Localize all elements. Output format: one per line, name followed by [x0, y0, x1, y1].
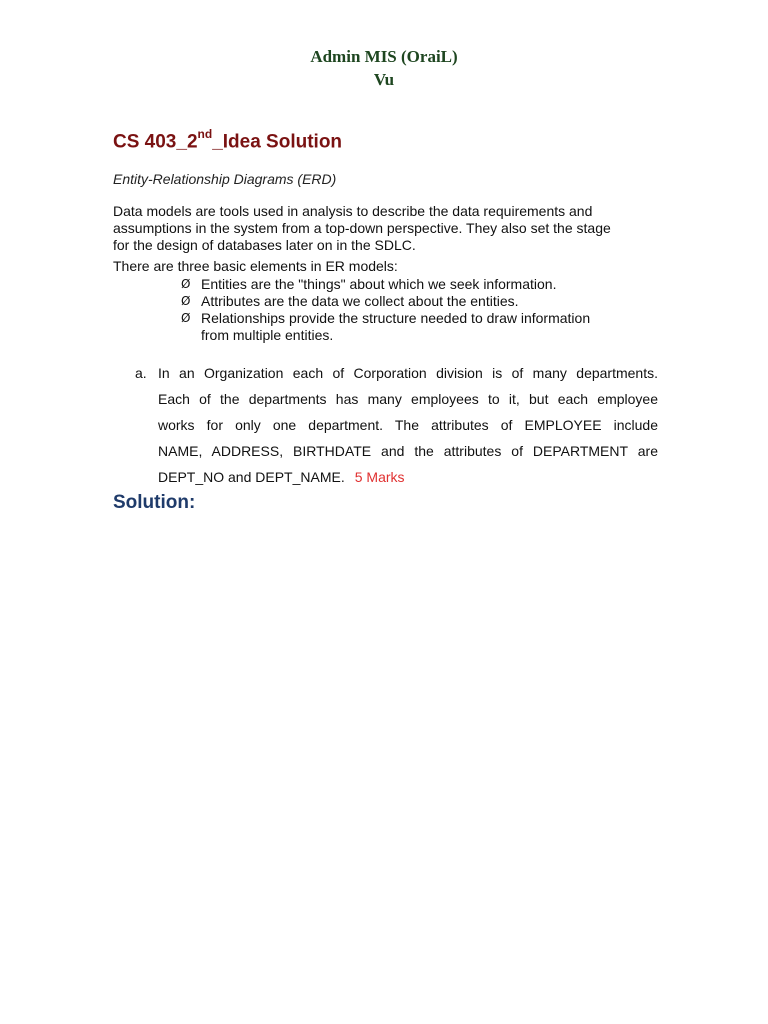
intro-paragraph [113, 203, 658, 254]
bullet-text: Relationships provide the structure needed to draw information [201, 310, 591, 326]
solution-heading: Solution: [113, 492, 196, 513]
marks-label: 5 Marks [354, 469, 405, 485]
title-prefix: CS 403_2 [113, 131, 198, 153]
header-subtitle: Vu [373, 70, 395, 89]
bullet-item-entities [181, 276, 661, 293]
intro-line: for the design of databases later on in the SDLC. [113, 237, 416, 253]
section-subtitle: Entity-Relationship Diagrams (ERD) [113, 171, 337, 187]
question-line: Each of the departments has many employees to it, but each employee [158, 391, 658, 407]
bullet-item-attributes [181, 293, 661, 310]
elements-intro: There are three basic elements in ER models: [113, 258, 398, 274]
question-line: NAME, ADDRESS, BIRTHDATE and the attributes of DEPARTMENT are [158, 443, 658, 459]
bullet-arrow-icon: Ø [181, 277, 191, 291]
question-line: works for only one department. The attributes of EMPLOYEE include [158, 417, 658, 433]
title-superscript: nd [197, 127, 213, 141]
bullet-list [181, 276, 661, 344]
bullet-text: Entities are the "things" about which we seek information. [201, 276, 557, 292]
header-title: Admin MIS (OraiL) [310, 47, 458, 66]
bullet-text: from multiple entities. [201, 327, 334, 343]
question-body [158, 360, 658, 490]
intro-line: assumptions in the system from a top-down perspective. They also set the stage [113, 220, 611, 236]
title-suffix: _Idea Solution [212, 131, 343, 153]
page-title [113, 129, 342, 153]
question-line-last [158, 464, 658, 490]
question-a [135, 360, 658, 490]
question-marker: a. [135, 365, 147, 381]
bullet-arrow-icon: Ø [181, 294, 191, 308]
bullet-text: Attributes are the data we collect about the entities. [201, 293, 519, 309]
bullet-arrow-icon: Ø [181, 311, 191, 325]
question-line: DEPT_NO and DEPT_NAME. [158, 469, 345, 485]
bullet-item-relationships [181, 310, 661, 344]
intro-line: Data models are tools used in analysis to describe the data requirements and [113, 203, 593, 219]
question-line: In an Organization each of Corporation division is of many departments. [158, 365, 658, 381]
